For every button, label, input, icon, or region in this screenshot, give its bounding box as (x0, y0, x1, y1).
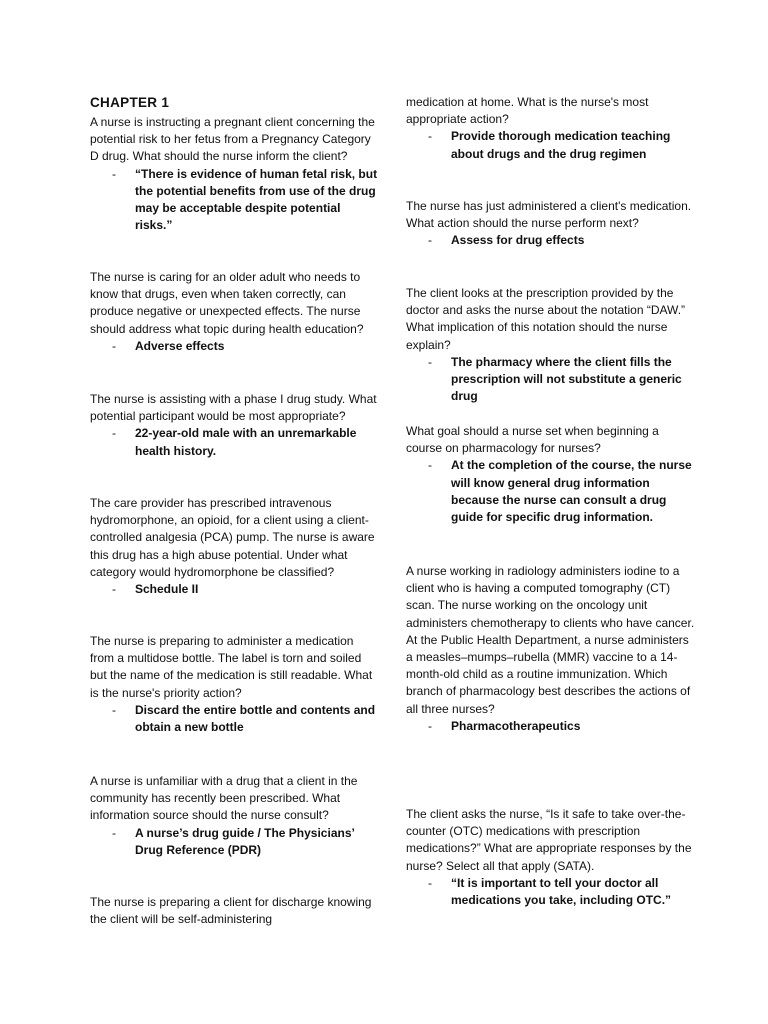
question-item (90, 633, 380, 736)
answer-text: The pharmacy where the client fills the prescription will not substitute a generic drug (451, 354, 682, 404)
dash-bullet: - (112, 825, 116, 840)
dash-bullet: - (428, 458, 432, 473)
answer-text: “It is important to tell your doctor all medications you take, including OTC.” (451, 875, 672, 908)
answer-item (90, 702, 380, 736)
answer-item (406, 128, 696, 162)
answer-text: At the completion of the course, the nurse will know general drug information because the nurse can consult a drug guide for specific drug information. (451, 458, 692, 525)
answer-text: A nurse’s drug guide / The Physicians’ Drug Reference (PDR) (135, 825, 355, 857)
question-item (406, 285, 696, 405)
answer-item (90, 425, 380, 459)
answer-item (90, 166, 380, 235)
answer-text: Provide thorough medication teaching about drugs and the drug regimen (451, 129, 671, 161)
question-text: The client looks at the prescription provided by the doctor and asks the nurse about the notation “DAW.” What implication of this notation should the nurse explain? (406, 286, 686, 352)
dash-bullet: - (112, 582, 116, 597)
dash-bullet: - (428, 875, 432, 890)
question-text: The nurse is preparing to administer a medication from a multidose bottle. The label is torn and soiled but the name of the medication is still readable. What is the nurse's priority action? (90, 634, 373, 700)
answer-text: Schedule II (135, 582, 199, 597)
question-text: A nurse is unfamiliar with a drug that a client in the community has recently been prescribed. What information source should the nurse consult? (90, 774, 358, 823)
question-text: The nurse is preparing a client for discharge knowing the client will be self-administering (90, 895, 372, 927)
question-text: The client asks the nurse, “Is it safe to take over-the-counter (OTC) medications with prescription medications?” What are appropriate responses by the nurse? Select all that apply (SATA). (406, 807, 692, 873)
question-item (406, 198, 696, 250)
question-text: The care provider has prescribed intravenous hydromorphone, an opioid, for a client using a client-controlled analgesia (PCA) pump. The nurse is aware this drug has a high abuse potential. Under what category would hydromorphone be classified? (90, 496, 375, 579)
answer-text: Assess for drug effects (451, 233, 585, 248)
question-text: The nurse has just administered a client's medication. What action should the nurse perform next? (406, 199, 692, 231)
answer-item (90, 338, 380, 355)
dash-bullet: - (112, 166, 116, 181)
dash-bullet: - (112, 702, 116, 717)
question-item (90, 495, 380, 598)
chapter-title: CHAPTER 1 (90, 95, 170, 110)
question-item (90, 269, 380, 355)
dash-bullet: - (112, 338, 116, 353)
dash-bullet: - (428, 233, 432, 248)
question-text: The nurse is caring for an older adult who needs to know that drugs, even when taken correctly, can produce negative or unexpected effects. The nurse should address what topic during health education? (90, 270, 364, 336)
question-text: The nurse is assisting with a phase I drug study. What potential participant would be most appropriate? (90, 392, 377, 424)
dash-bullet: - (428, 718, 432, 733)
dash-bullet: - (112, 426, 116, 441)
answer-item (406, 354, 696, 406)
question-item (406, 806, 696, 909)
answer-text: “There is evidence of human fetal risk, but the potential benefits from use of the drug may be acceptable despite potential risks.” (135, 166, 378, 233)
question-item (406, 563, 696, 735)
question-item (90, 114, 380, 234)
answer-item (406, 232, 696, 249)
answer-item (406, 457, 696, 526)
answer-item (90, 825, 380, 859)
question-item (406, 423, 696, 526)
answer-text: Pharmacotherapeutics (451, 718, 581, 733)
answer-item (406, 875, 696, 909)
dash-bullet: - (428, 354, 432, 369)
question-text: A nurse is instructing a pregnant client concerning the potential risk to her fetus from a Pregnancy Category D drug. What should the nurse inform the client? (90, 115, 375, 164)
answer-item (406, 718, 696, 735)
answer-text: Discard the entire bottle and contents and obtain a new bottle (135, 702, 376, 735)
question-text: A nurse working in radiology administers iodine to a client who is having a computed tomography (CT) scan. The nurse working on the oncology unit administers chemotherapy to clients who have cancer. At the Public Health Department, a nurse administers a measles–mumps–rubella (MMR) vaccine to a 14-month-old child as a routine immunization. Which branch of pharmacology best describes the actions of all three nurses? (406, 564, 695, 716)
answer-item (90, 581, 380, 598)
question-item (90, 773, 380, 859)
question-item (90, 391, 380, 460)
answer-text: Adverse effects (135, 338, 225, 353)
question-item (90, 894, 380, 928)
answer-text: 22-year-old male with an unremarkable health history. (135, 426, 357, 458)
question-item (406, 94, 696, 163)
question-text: medication at home. What is the nurse's most appropriate action? (406, 95, 649, 127)
dash-bullet: - (428, 129, 432, 144)
question-text: What goal should a nurse set when beginning a course on pharmacology for nurses? (406, 424, 659, 456)
